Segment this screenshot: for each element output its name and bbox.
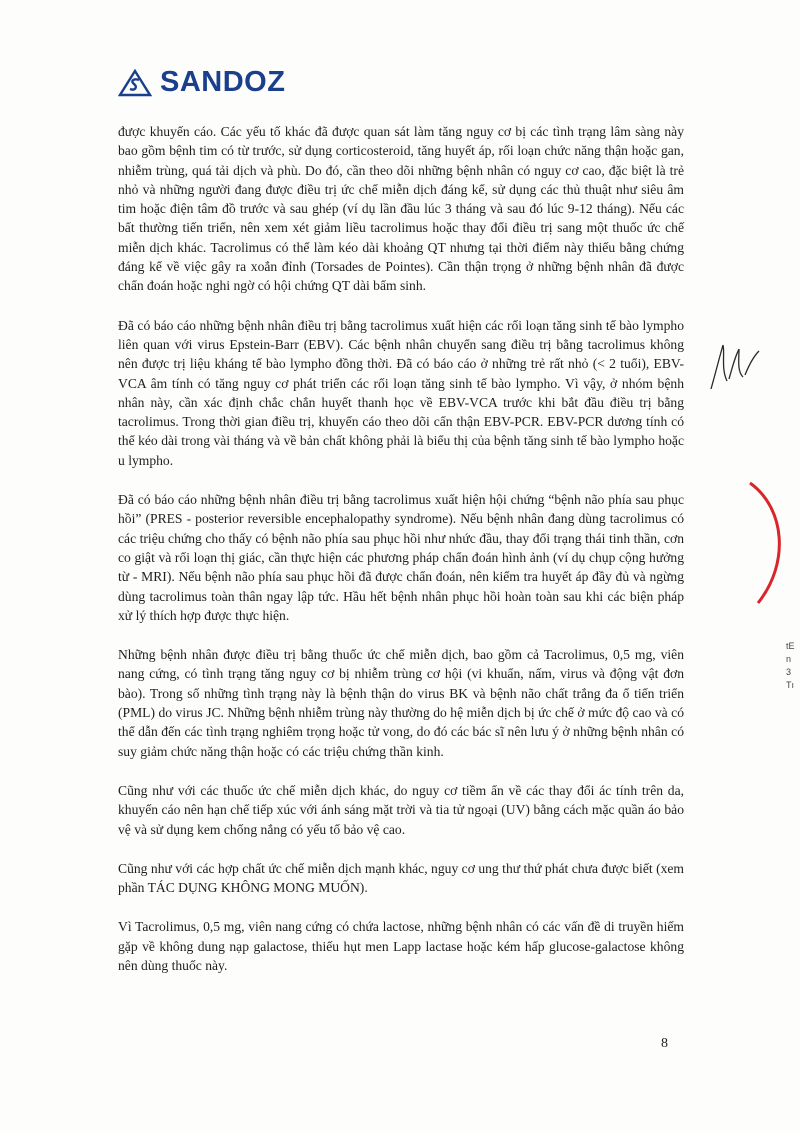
paragraph-ebv-lymphoproliferative: Đã có báo cáo những bệnh nhân điều trị bằng tacrolimus xuất hiện các rối loạn tăng sinh tế bào lympho liên quan với virus Epstein-Barr (EBV). Các bệnh nhân chuyển sang điều trị bằng tacrolimus không nên được trị liệu kháng tế bào lympho đồng thời. Đã có báo cáo ở những trẻ rất nhỏ (< 2 tuổi), EBV-VCA âm tính có tăng nguy cơ phát triển các rối loạn tăng sinh tế bào lympho. Vì vậy, ở nhóm bệnh nhân này, cần xác định chắc chắn huyết thanh học về EBV-VCA trước khi bắt đầu điều trị bằng tacrolimus. Trong thời gian điều trị, khuyến cáo theo dõi cẩn thận EBV-PCR. EBV-PCR dương tính có thể kéo dài trong vài tháng và về bản chất không phải là biểu thị của bệnh tăng sinh tế bào lympho hoặc u lympho.: [118, 317, 684, 468]
paragraph-skin-malignancy: Cũng như với các thuốc ức chế miễn dịch khác, do nguy cơ tiềm ẩn về các thay đổi ác tính trên da, khuyến cáo nên hạn chế tiếp xúc với ánh sáng mặt trời và tia tử ngoại (UV) bằng cách mặc quần áo bảo vệ và sử dụng kem chống nắng có yếu tố bảo vệ cao.: [118, 782, 684, 837]
handwritten-initials: [705, 335, 765, 395]
paragraph-secondary-cancer: Cũng như với các hợp chất ức chế miễn dịch mạnh khác, nguy cơ ung thư thứ phát chưa được biết (xem phần TÁC DỤNG KHÔNG MONG MUỐN).: [118, 860, 684, 896]
paragraph-pres: Đã có báo cáo những bệnh nhân điều trị bằng tacrolimus xuất hiện hội chứng “bệnh não phía sau phục hồi” (PRES - posterior reversible encephalopathy syndrome). Nếu bệnh nhân đang dùng tacrolimus có các triệu chứng cho thấy có bệnh não phía sau phục hồi như nhức đầu, thay đổi trạng thái tinh thần, cơn co giật và rối loạn thị giác, cần thực hiện các phương pháp chẩn đoán hình ảnh (ví dụ chụp cộng hưởng từ - MRI). Nếu bệnh não phía sau phục hồi đã được chẩn đoán, nên kiểm tra huyết áp đầy đủ và ngừng dùng tacrolimus toàn thân ngay lập tức. Hầu hết bệnh nhân phục hồi hoàn toàn sau khi các biện pháp xử lý thích hợp được thực hiện.: [118, 492, 684, 623]
document-body: [118, 122, 684, 995]
sandoz-logo-icon: [118, 69, 152, 97]
margin-stamp-fragment: tE n 3 Tı: [786, 641, 795, 690]
paragraph-qt-prolongation: được khuyến cáo. Các yếu tố khác đã được quan sát làm tăng nguy cơ bị các tình trạng lâm sàng này bao gồm bệnh tim có từ trước, sử dụng corticosteroid, tăng huyết áp, rối loạn chức năng thận hoặc gan, nhiễm trùng, quá tải dịch và phù. Do đó, cần theo dõi những bệnh nhân có nguy cơ cao, đặc biệt là trẻ nhỏ và những người đang được điều trị ức chế miễn dịch đáng kể, sử dụng các thủ thuật như siêu âm tim hoặc điện tâm đồ trước và sau ghép (ví dụ lần đầu lúc 3 tháng và sau đó lúc 9-12 tháng). Nếu các bất thường tiến triển, nên xem xét giảm liều tacrolimus hoặc thay đổi điều trị sang một thuốc ức chế miễn dịch khác. Tacrolimus có thể làm kéo dài khoảng QT nhưng tại thời điểm này thiếu bằng chứng đáng kể về việc gây ra xoắn đỉnh (Torsades de Pointes). Cần thận trọng ở những bệnh nhân đã được chẩn đoán hoặc nghi ngờ có hội chứng QT dài bẩm sinh.: [118, 124, 684, 294]
page-number: 8: [661, 1036, 668, 1051]
paragraph-lactose: Vì Tacrolimus, 0,5 mg, viên nang cứng có chứa lactose, những bệnh nhân có các vấn đề di truyền hiếm gặp về không dung nạp galactose, thiếu hụt men Lapp lactase hoặc kém hấp glucose-galactose không nên dùng thuốc này.: [118, 919, 684, 973]
paragraph-opportunistic-infections: Những bệnh nhân được điều trị bằng thuốc ức chế miễn dịch, bao gồm cả Tacrolimus, 0,5 mg, viên nang cứng, có tình trạng tăng nguy cơ bị nhiễm trùng cơ hội (vi khuẩn, nấm, virus và động vật đơn bào). Trong số những tình trạng này là bệnh thận do virus BK và bệnh não chất trắng đa ổ tiến triển (PML) do virus JC. Những bệnh nhiễm trùng này thường do hệ miễn dịch bị ức chế ở mức độ cao và có thể dẫn đến các tình trạng nghiêm trọng hoặc tử vong, do đó các bác sĩ nên lưu ý ở những bệnh nhân có suy giảm chức năng thận hoặc có các triệu chứng thần kinh.: [118, 647, 684, 759]
red-stamp-edge: [740, 478, 800, 608]
sandoz-logo: [118, 66, 285, 99]
brand-name: SANDOZ: [160, 66, 286, 98]
